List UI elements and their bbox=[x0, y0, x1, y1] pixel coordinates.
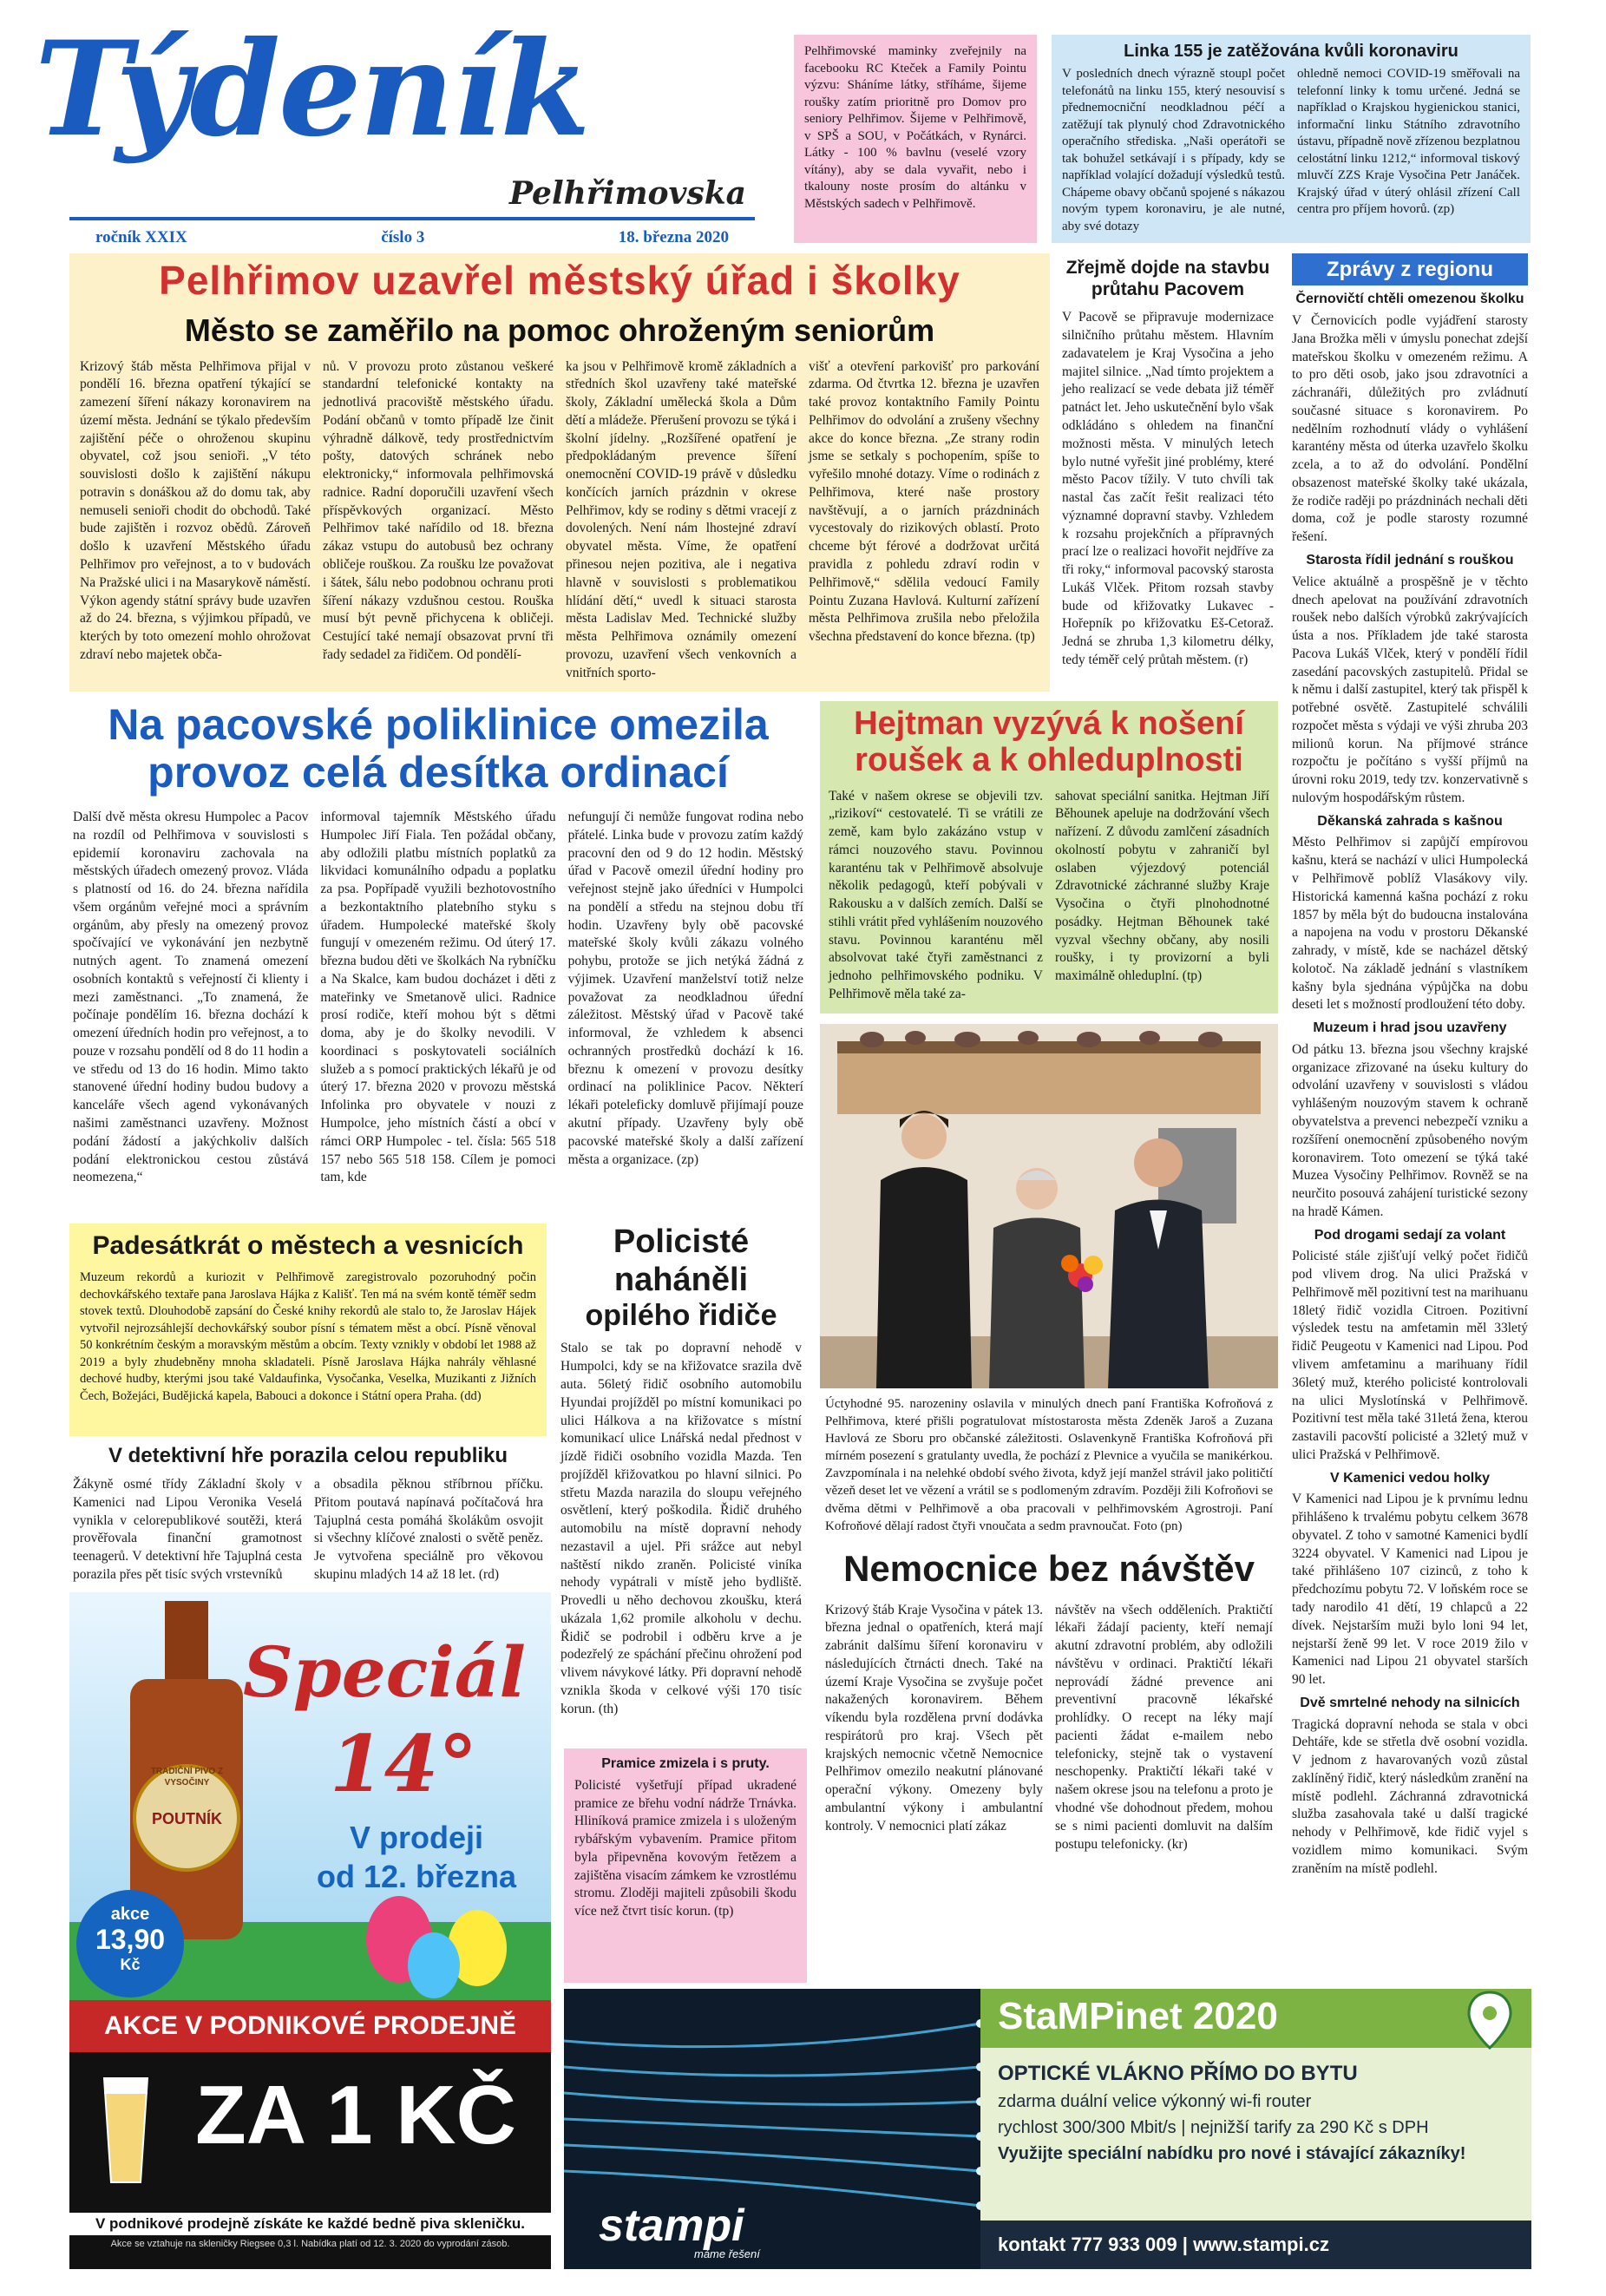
masthead-info-bar bbox=[69, 227, 755, 249]
photo-caption: Úctyhodné 95. narozeniny oslavila v minulých dnech paní Františka Kofroňová z Pelhřimova, které přišli pogratulovat místostarosta města Zdeněk Jaroš a Zuzana Havlová ze Sboru pro občanské záležitosti. Oslavenkyně Františka Kofroňová při mírném posezení s gratulanty uvedla, že pochází z Plevnice a vyučila se manikérkou. Zavzpomínala i na nelehké období svého života, když její manžel strávil jako političtí vězeň deset let ve vězení a vrátil se s podlomeným zdravím. Později žili Kofroňovi se dvěma dětmi v Pelhřimově a oba pracovali v pelhřimovském Agrostroji. Paní Kofroňové dělají radost čtyři vnoučata a sedm pravnoučat. Foto (pn) bbox=[825, 1397, 1273, 1533]
nemocnice-headline: Nemocnice bez návštěv bbox=[843, 1548, 1255, 1589]
stampi-ad[interactable] bbox=[564, 1989, 1531, 2269]
stampi-line-4: Využijte speciální nabídku pro nové i stávající zákazníky! bbox=[998, 2144, 1466, 2164]
birthday-photo bbox=[820, 1024, 1278, 1388]
blue-box-col2: ohledně nemoci COVID-19 směřovali na telefonní linky k tomu určené. Jedná se například o Krajskou hygienickou stanici, informační linku Státního zdravotního ústavu, případně nově zřízenou bezplatnou celostátní linku 1212,“ informoval tiskový mluvčí ZZS Kraje Vysočina Petr Janáček. Krajský úřad v úterý ohlásil zřízení Call centra pro příjem hovorů. (zp) bbox=[1297, 67, 1520, 216]
region-item-text: V Černovicích podle vyjádření starosty Jana Brožka měli v úmyslu ponechat zdejší mateřskou školku v omezeném režimu. A to pro děti osob, jako jsou zdravotníci a záchranáři, důležitých pro zvládnutí současné situace s koronavirem. Po nedělním rozhodnutí vlády o vyhlášení karantény města od úterka uzavřelo školku zcela, a to až do odvolání. Pondělní obsazenost mateřské školky také ukázala, že rodiče raději po prázdninách nechali děti doma, což je podle starosty rozumné řešení. bbox=[1292, 312, 1528, 545]
nemocnice-col1: Krizový štáb Kraje Vysočina v pátek 13. března jednal o opatřeních, která mají zabránit dalšímu šíření koronaviru v následujících čtrnácti dnech. Také na území Kraje Vysočina se zvyšuje počet nakažených koronavirem. Během víkendu byla rozdělena první dodávka respirátorů pro kraj. Všech pět krajských nemocnic včetně Nemocnice Pelhřimov omezilo neakutní plánované operační výkony. Omezeny byly ambulantní výkony i ambulantní kontroly. V nemocnici platí zákaz bbox=[825, 1602, 1043, 1834]
region-news bbox=[1288, 253, 1531, 1876]
pramice-text: Policisté vyšetřují případ ukradené pramice ze břehu vodní nádrže Trnávka. Hliníková pramice zmizela i s uloženým rybářským vybavením. Pramice přitom byla připevněna kovovým řetězem a zajištěna visacím zámkem ke vzrostlému stromu. Zloději majiteli způsobili škodu více než čtvrt tisíc korun. (tp) bbox=[574, 1777, 796, 1919]
lead-col2: nů. V provozu proto zůstanou veškeré standardní telefonické kontakty na jednotlivá pracoviště městského úřadu. Podání občanů v tomto případě lze činit výhradně dálkově, tedy prostřednictvím pošty, datových schránek nebo elektronicky,“ informovala pelhřimovská radnice. Radní doporučili uzavření všech příspěvkových organizací. Město Pelhřimov také nařídilo od 18. března zákaz vstupu do autobusů bez ochrany obličeje rouškou. Za roušku lze považovat i šátek, šálu nebo podobnou ochranu proti šíření nákazy vzdušnou cestou. Rouška musí být pevně přichycena k obličeji. Cestující také nemají obsazovat první tři řady sedadel za řidičem. Od pondělí- bbox=[323, 358, 554, 662]
policiste-headline-2: naháněli bbox=[613, 1261, 749, 1298]
policiste-article bbox=[555, 1223, 807, 1735]
region-item-head: Muzeum i hrad jsou uzavřeny bbox=[1313, 1020, 1507, 1036]
stampi-line-1: OPTICKÉ VLÁKNO PŘÍMO DO BYTU bbox=[998, 2062, 1358, 2085]
location-pin-icon bbox=[1465, 1991, 1514, 2051]
beer-on-sale-2: od 12. března bbox=[316, 1859, 517, 1894]
photo-cabinet bbox=[837, 1053, 1261, 1114]
masthead-title: Týdeník bbox=[35, 13, 589, 166]
region-item bbox=[1292, 291, 1528, 547]
pacov-headline: Zřejmě dojde na stavbu průtahu Pacovem bbox=[1065, 258, 1270, 300]
region-item-text: Velice aktuálně a prospěšně je v těchto dnech apelovat na používání zdravotních roušek nebo dalších výrobků zakrývajících ústa a nos. Příkladem jde také starosta Pacova Lukáš Vlček, který v pondělí řídil zasedání pacovských zastupitelů. Přidal se k němu i další zastupitel, který tak přispěl k potřebné osvětě. Zastupitelé schválili rozpočet města s výdaji ve výši zhruba 203 milionů korun. Na příjmové stránce rozpočtu je počítáno s vyšší příjmů na úrovni roku 2019, tedy tzv. konzervativně s nulovým hospodářským růstem. bbox=[1292, 574, 1528, 805]
region-item bbox=[1292, 1470, 1528, 1689]
glass-icon bbox=[87, 2070, 165, 2200]
pacov-article bbox=[1059, 253, 1277, 692]
masthead-rule bbox=[69, 217, 755, 220]
stampi-title-bar bbox=[980, 1989, 1531, 2048]
region-item bbox=[1292, 1695, 1528, 1879]
pink-box-text: Pelhřimovské maminky zveřejnily na facebooku RC Kteček a Family Pointu výzvu: Sháníme látky, stříháme, šijeme roušky zatím prioritně pro Domov pro seniory Pelhřimov. Šijeme v Pelhřimově, v SPŠ a SOU, v Počátkách, v Rynárci. Látky - 100 % bavlnu (veselé vzory vítány), aby se dala vyvařit, nebo i tkalouny noste prosím do altánku v Městských sadech v Pelhřimově. bbox=[804, 44, 1026, 211]
price-value: 13,90 bbox=[95, 1924, 166, 1955]
issue-date: 18. března 2020 bbox=[618, 228, 729, 246]
beer-brand: POUTNÍK bbox=[152, 1810, 222, 1827]
region-item-text: Policisté stále zjišťují velký počet řidičů pod vlivem drog. Na ulici Pražská v Pelhřimově měl pozitivní test na marihuanu 18letý řidič vozidla Citroen. Pozitivní výsledek testu na amfetamin měl 33letý řidič Peugeotu v Kamenici nad Lipou. Pod vlivem amfetaminu a marihuany řídil 36letý muž, kterého policisté kontrolovali na ulici Myslotínská v Pelhřimově. Pozitivní test měla také 31letá žena, kterou zastavili pacovští policisté a 32letý muž v ulici Pražská v Pelhřimově. bbox=[1292, 1249, 1528, 1462]
policiste-headline-3: opilého řidiče bbox=[585, 1299, 777, 1333]
region-item bbox=[1292, 552, 1528, 808]
price-currency: Kč bbox=[120, 1956, 141, 1973]
stampi-panel bbox=[980, 1989, 1531, 2269]
region-item-head: Děkanská zahrada s kašnou bbox=[1317, 813, 1503, 829]
lead-subheadline: Město se zaměřilo na pomoc ohroženým seniorům bbox=[184, 312, 935, 348]
photo-shelf bbox=[837, 1041, 1261, 1053]
beer-banner: AKCE V PODNIKOVÉ PRODEJNĚ bbox=[69, 2000, 551, 2052]
masthead bbox=[35, 13, 772, 246]
rekord-article bbox=[69, 1223, 547, 1436]
beer-lower bbox=[69, 2052, 551, 2269]
beer-foot-1: V podnikové prodejně získáte ke každé bedně piva skleničku. bbox=[69, 2213, 551, 2235]
hejtman-col1: Také v našem okrese se objevili tzv. „rizikoví“ cestovatelé. Ti se vrátili ze země, kam bylo zakázáno vstup v rámci nouzového stavu. Povinnou karanténu tak v Pelhřimově absolvuje několik pedagogů, kteří pobývali v Rakousku a v dalších zemích. Další se stihli vrátit před vyhlášením nouzového stavu. Povinnou karanténu měl absolvovat také čtyři zaměstnanci z jednoho pelhřimovského podniku. V Pelhřimově měla také za- bbox=[829, 788, 1043, 1002]
beer-script: Speciál bbox=[243, 1631, 526, 1713]
top-pink-box bbox=[794, 35, 1037, 243]
stampi-title: StaMPinet 2020 bbox=[998, 1995, 1278, 2037]
top-blue-box bbox=[1052, 35, 1531, 243]
beer-foot-2: Akce se vztahuje na skleničky Riegsee 0,3 l. Nabídka platí od 12. 3. 2020 do vyprodání zásob. bbox=[110, 2239, 510, 2249]
nemocnice-article bbox=[820, 1540, 1278, 1983]
beer-degree: 14° bbox=[330, 1718, 478, 1810]
pramice-head: Pramice zmizela i s pruty. bbox=[601, 1756, 770, 1771]
stampi-contact-bar bbox=[980, 2221, 1531, 2269]
policiste-headline-1: Policisté bbox=[613, 1223, 750, 1260]
poliklinika-col1: Další dvě města okresu Humpolec a Pacov na rozdíl od Pelhřimova v souvislosti s epidemií koronaviru zachovala na městských úřadech omezený provoz. Vláda s platností od 16. do 24. března nařídila všem orgánům veřejné moci a správním orgánům, aby přesly na omezený provoz spočívající ve vykonávání jen nezbytně nutných agent. To znamená omezení osobních kontaktů s veřejností či klienty i mezi zaměstnanci. „To znamená, že počínaje pondělím 16. března dochází k omezení úředních hodin pro veřejnost, a to pouze v rozsahu pondělí od 8 do 11 hodin a ve středu od 13 do 16 hodin. Mimo takto stanovené úřední hodiny budou budovy a kanceláře všech agend vykonávaných našimi zaměstnanci uzavřeny. Možnost podání žádostí a jakýchkoliv dalších podání elektronickou cestou zůstává neomezena,“ bbox=[73, 810, 309, 1185]
pacov-text: V Pacově se připravuje modernizace silničního průtahu městem. Hlavním zadavatelem je Kraj Vysočina a jeho majitel silnice. „Nad tímto projektem a jeho realizací se vede debata již téměř patnáct let. Jeho uskutečnění bylo však odkládáno s ohledem na finanční možnosti města. V minulých letech bylo nutné vyřešit jiné problémy, které město Pacov tížily. V tuto chvíli tak nastal čas začít řešit realizaci této významné dopravní stavby. Vzhledem k rozsahu projekčních a přípravných prací lze o realizaci hovořit nejdříve za tři roky,“ informoval pacovský starosta Lukáš Vlček. Přitom rozsah stavby bude od křižovatky Lukavec - Hořepník po křižovatku Eš-Cetoraž. Jedná se zhruba 1,3 kilometru délky, tedy téměř celý průtah městem. (r) bbox=[1062, 310, 1274, 667]
hejtman-headline-1: Hejtman vyzývá k nošení bbox=[854, 705, 1244, 742]
stampi-slogan: máme řešení bbox=[694, 2247, 760, 2260]
lead-col3: ka jsou v Pelhřimově kromě základních a středních škol uzavřeny také mateřské školy, Základní umělecká škola a Dům dětí a mládeže. Přerušení provozu se týká i školní jídelny. „Rozšířené opatření je předpokládaným prevence šíření onemocnění COVID-19 právě v důsledku končících jarních prázdnin v okrese Pelhřimov, kdy se rodiny s dětmi vracejí z dovolených. Není nám lhostejné zdraví obyvatel města. Víme, že opatření přinesou nejen pozitiva, ale i negativa hlavně v souvislosti s problematikou hlídání dětí,“ uvedl k situaci starosta města Ladislav Med. Technické služby města Pelhřimova oznámily omezení provozu, uzavření všech venkovních a vnitřních sporto- bbox=[566, 358, 796, 680]
lead-col4: višť a otevření parkovišť pro parkování zdarma. Od čtvrtka 12. března je uzavřen také provoz kontaktního Family Pointu Pelhřimov do odvolání a zrušeny všechny akce do konce března. „Ze strany rodin jsme se setkaly s pochopením, spíše to vyřešilo mnohé dotazy. Víme o rodinách z Pelhřimova, které naše prostory navštěvují, a o jarních prázdninách vycestovaly do rizikových oblastí. Proto chceme být férové a dodržovat určitá pravidla z pohledu zdraví rodin v Pelhřimově,“ sdělila vedoucí Family Pointu Zuzana Havlová. Kulturní zařízení města Pelhřimova zrušila nebo přeložila všechna představení do konce března. (tp) bbox=[809, 358, 1039, 645]
pramice-article bbox=[564, 1748, 807, 1983]
beer-big-offer: ZA 1 KČ bbox=[195, 2069, 516, 2162]
hejtman-headline-2: roušek a k ohleduplnosti bbox=[855, 741, 1243, 778]
detektiv-headline: V detektivní hře porazila celou republiku bbox=[108, 1444, 508, 1467]
detektiv-col1: Žákyně osmé třídy Základní školy v Kamenici nad Lipou Veronika Veselá vynikla v celorepublikové soutěži, která prověřovala finanční gramotnost teenagerů. V detektivní hře Tajuplná cesta porazila přes pět tisíc svých vrstevníků bbox=[73, 1477, 302, 1583]
lead-headline: Pelhřimov uzavřel městský úřad i školky bbox=[159, 258, 960, 303]
beer-bottle-text: TRADIČNÍ PIVO Z VYSOČINY bbox=[150, 1767, 224, 1788]
poliklinika-col2: informoval tajemník Městského úřadu Humpolec Jiří Fiala. Ten požádal občany, aby odložili platbu místních poplatků za likvidaci komunálního odpadu a poplatku za psa. Popřípadě využili bezhotovostního a bezkontaktního platebního styku s úřadem. Humpolecké mateřské školy fungují v omezeném režimu. Od úterý 17. března budou děti ve školkách Na rybníčku a Na Skalce, kam budou docházet i děti z mateřinky ve Smetanově ulici. Radnice prosí rodiče, kteří mohou být s dětmi doma, aby je do školky nevodili. V koordinaci s poskytovateli sociálních služeb a s pomocí praktických lékařů je od úterý 17. března 2020 v provozu městská Infolinka pro obyvatele v nouzi z Humpolce, jeho místních částí a obcí v rámci ORP Humpolec - tel. čísla: 565 518 157 nebo 565 518 158. Cílem je pomoci tam, kde bbox=[320, 810, 556, 1185]
beer-ad[interactable] bbox=[69, 1592, 551, 2269]
lead-article bbox=[69, 253, 1050, 692]
region-item-head: Starosta řídil jednání s rouškou bbox=[1306, 552, 1514, 567]
stampi-logo: stampi bbox=[599, 2201, 744, 2251]
nemocnice-col2: návštěv na všech odděleních. Praktičtí lékaři žádají pacienty, kteří nemají akutní zdravotní problém, aby odložili návštěvu v ordinaci. Praktičtí lékaři neprovádí žádné prevence ani preventivní pracovně lékařské prohlídky. O recept na léky mají pacienti žádat e-mailem nebo telefonicky, stejně tak o vystavení neschopenky. Praktičtí lékaři také v našem okrese jsou na telefonu a proto je vhodné vše dohodnout předem, mohou se s nimi pacienti domluvit na dalším postupu telefonicky. (kr) bbox=[1055, 1602, 1273, 1852]
detektiv-article bbox=[69, 1442, 547, 1585]
rekord-text: Muzeum rekordů a kuriozit v Pelhřimově zaregistrovalo pozoruhodný počin dechovkářského textaře pana Jaroslava Hájka z Kališť. Ten má na svém kontě téměř sedm stovek textů. Dlouhodobě zapsání do České knihy rekordů ale stalo to, že Jaroslav Hájek vytvořil nejrozsáhlejší dechovkářský soubor písní s tématem měst a obcí. Písně věnoval 50 konkrétním českým a moravským městům a obcím. Texty vznikly v období let 1988 až 2019 a byly zhudebněny mnoha skladateli. Písně Jaroslava Hájka nahrály věhlasné dechové hudby, kterými jsou také Valdaufinka, Vysočanka, Veselka, Muzikanti z Jižních Čech, Božejáci, Budějická kapela, Babouci a dokonce i Státní opera Praha. (dd) bbox=[80, 1270, 536, 1403]
masthead-subtitle: Pelhřimovska bbox=[508, 175, 746, 212]
region-item bbox=[1292, 1227, 1528, 1465]
poliklinika-headline-2: provoz celá desítka ordinací bbox=[147, 748, 729, 797]
issue: číslo 3 bbox=[381, 228, 425, 246]
blue-box-col1: V posledních dnech výrazně stoupl počet telefonátů na linku 155, který nesouvisí s přednemocniční neodkladnou péčí a zatěžují tak plynulý chod Zdravotnického operačního střediska. „Naši operátoři se tak bohužel setkávají i s případy, kdy se například volající dožadují výsledků testů. Chápeme obavy občanů spojené s nákazou novým typem koronaviru, je ale nutné, aby své dotazy bbox=[1062, 67, 1285, 233]
region-item-head: V Kamenici vedou holky bbox=[1329, 1470, 1491, 1486]
policiste-text: Stalo se tak po dopravní nehodě v Humpolci, kdy se na křižovatce srazila dvě auta. 56letý řidič osobního automobilu Hyundai projížděl po místní komunikaci po ulici Hálkova a na křižovatce s místní komunikací ulice Lnářská nedal přednost v jízdě řidiči osobního vozidla Mazda. Ten projížděl křižovatkou po hlavní silnici. Po střetu Mazda narazila do sloupu veřejného osvětlení, který poškodila. Řidič druhého automobilu na místě dopravní nehody nezastavil a ujel. Při srážce aut nebyl naštěstí nikdo zraněn. Policisté viníka nehody vypátrali v místě jeho bydliště. Provedli u něho dechovou zkoušku, která ukázala 1,62 promile alkoholu v dechu. Řidič se podrobil i odběru krve a je podezřelý ze spáchání přečinu ohrožení pod vlivem návykové látky. Při dopravní nehodě vznikla škoda v celkové výši 170 tisíc korun. (th) bbox=[560, 1341, 802, 1716]
stampi-contact[interactable]: kontakt 777 933 009 | www.stampi.cz bbox=[998, 2234, 1329, 2255]
detektiv-col2: a obsadila pěknou stříbrnou příčku. Přitom poutavá napínavá počítačová hra Tajuplná cesta pomáhá školákům osvojit si všechny klíčové znalosti o světě peněz. Je vytvořena speciálně pro věkovou skupinu mladých 14 až 18 let. (rd) bbox=[314, 1477, 543, 1583]
region-item-head: Černovičtí chtěli omezenou školku bbox=[1295, 292, 1524, 307]
region-item-text: Město Pelhřimov si zapůjčí empírovou kašnu, která se nachází v ulici Humpolecká v Pelhřimově poblíž Vlasákovy vily. Historická kamenná kašna pochází z roku 1857 by měla být do budoucna instalována a napojena na vodu v prostoru Děkanské zahrady, v místě, kde se nacházel dětský kolotoč. Na základě jednání s vlastníkem kašny byla sjednána výpůjčka na dobu deseti let s možností prodloužení této doby. bbox=[1292, 835, 1528, 1013]
region-item-head: Dvě smrtelné nehody na silnicích bbox=[1300, 1695, 1520, 1710]
stampi-line-3: rychlost 300/300 Mbit/s | nejnižší tarify za 290 Kč s DPH bbox=[998, 2118, 1429, 2138]
region-item-head: Pod drogami sedají za volant bbox=[1314, 1227, 1506, 1243]
hejtman-article bbox=[820, 701, 1278, 1014]
poliklinika-headline-1: Na pacovské poliklinice omezila bbox=[108, 700, 769, 749]
blue-box-title: Linka 155 je zatěžována kvůli koronaviru bbox=[1124, 42, 1459, 61]
lead-col1: Krizový štáb města Pelhřimova přijal v pondělí 16. března opatření týkající se zamezení šíření nákazy koronavirem na území města. Jednání se týkalo především zajištění péče o ohroženou skupinu obyvatel, což jsou senioři. „V této souvislosti došlo k zajištění nákupu potravin s donáškou až do domu tak, aby nemuseli senioři chodit do obchodů. Také bude zajištěn i rozvoz obědů. Zároveň došlo k uzavření Městského úřadu Pelhřimov pro veřejnost, a to v budovách Na Pražské ulici i na Masarykově náměstí. Výkon agendy státní správy bude uzavřen až do 24. března, s výjimkou případů, ve kterých by toto omezení mohlo ohrožovat zdraví nebo majetek obča- bbox=[80, 358, 311, 662]
volume: ročník XXIX bbox=[95, 228, 187, 246]
region-item bbox=[1292, 813, 1528, 1014]
poliklinika-article bbox=[69, 701, 807, 1217]
region-header: Zprávy z regionu bbox=[1292, 253, 1528, 285]
region-item bbox=[1292, 1020, 1528, 1221]
beer-on-sale-1: V prodeji bbox=[349, 1820, 484, 1855]
region-item-text: Od pátku 13. března jsou všechny krajské organizace zřizované na úseku kultury do odvolání uzavřeny v souvislosti s vládou vyhlášeným nouzovým stavem k ochraně obyvatelstva a prevenci nebezpečí vzniku a rozšíření onemocnění způsobeného novým koronavirem. Toto omezení se týká také Muzea Vysočiny Pelhřimov. Rovněž se na neurčito posouvá zahájení turistické sezony na hradě Kámen. bbox=[1292, 1041, 1528, 1219]
poliklinika-col3: nefungují či nemůže fungovat rodina nebo přátelé. Linka bude v provozu zatím každý pracovní den od 9 do 12 hodin. Městský úřad v Pacově omezil úřední hodiny pro veřejnost stejně jako úředníci v Humpolci na pondělí a středu na stejnou dobu tří hodin. Uzavřeny byly obě pacovské mateřské školy kvůli zákazu volného pohybu, protože se jich netýká žádná z výjimek. Uzavření manželství totiž nelze považovat za neodkladnou úřední záležitost. Městský úřad v Pacově také informoval, že vzhledem k absenci ochranných prostředků dochází k 16. březnu k omezení v provozu desítky ordinací na poliklinice Pacov. Některí lékaři poteleficky domluvě přijímají pouze akutní případy. Uzavřeny byly obě pacovské mateřské školy a další zařízení města a organizace. (zp) bbox=[567, 810, 803, 1167]
stampi-line-2: zdarma duální velice výkonný wi-fi router bbox=[998, 2092, 1312, 2112]
rekord-headline: Padesátkrát o městech a vesnicích bbox=[92, 1231, 524, 1260]
region-item-text: V Kamenici nad Lipou je k prvnímu lednu přihlášeno k trvalému pobytu celkem 3678 obyvatel. Z toho v samotné Kamenici bydlí 3224 obyvatel. V Kamenici nad Lipou je také přihlášeno 107 cizinců, z toho k předchozímu pobytu 72. V loňském roce se tady narodilo 41 dětí, 19 chlapců a 22 dívek. Nejstarším muži bylo loni 94 let, nejstarší ženě 99 let. V roce 2019 žilo v Kamenici nad Lipou 21 obyvatel starších 90 let. bbox=[1292, 1492, 1528, 1688]
hejtman-col2: sahovat speciální sanitka. Hejtman Jiří Běhounek apeluje na dodržování všech nařízení. Z důvodu zamlčení zásadních okolností pobytu v zahraničí byl oslaben výjezdový potenciál Zdravotnické záchranné služby Kraje Vysočina o čtyři plnohodnotné posádky. Hejtman Běhounek také vyzval všechny občany, aby nosili roušky, i ty provizorní a byli maximálně ohleduplní. (tp) bbox=[1055, 788, 1269, 984]
photo-block bbox=[820, 1024, 1278, 1536]
price-label: akce bbox=[110, 1905, 150, 1924]
region-item-text: Tragická dopravní nehoda se stala v obci Dehtáře, kde se střetla dvě osobní vozidla. V jednom z havarovaných vozů zůstal zaklíněný řidič, který následkům zranění na místě podlehl. Záchranná zdravotnická služba zasahovala také u další tragické nehody v Pelhřimově, kde řidič vyjel s vozidlem mimo komunikaci. Svým zraněním na místě podlehl. bbox=[1292, 1716, 1528, 1876]
